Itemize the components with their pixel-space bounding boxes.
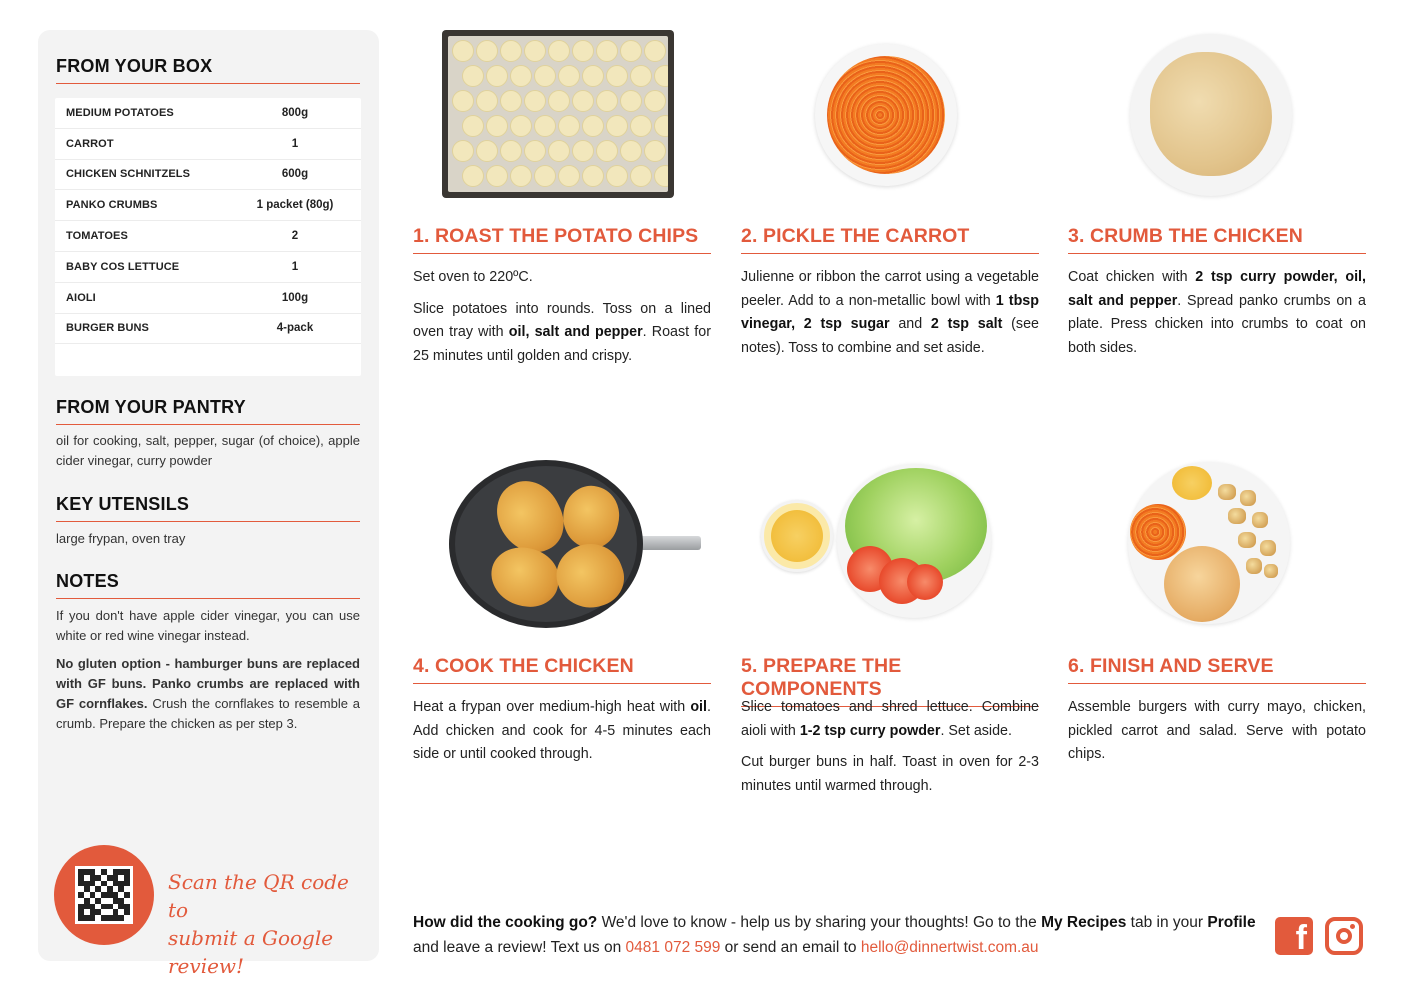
julienned-carrot — [827, 56, 945, 174]
ingredient-qty: 100g — [281, 291, 309, 304]
potato-slice — [500, 90, 522, 112]
potato-slice — [452, 90, 474, 112]
potato-slice — [486, 165, 508, 187]
potato-slice — [524, 90, 546, 112]
qr-code-badge[interactable] — [54, 845, 154, 945]
potato-slice — [510, 165, 532, 187]
step-1-title: 1. ROAST THE POTATO CHIPS — [413, 225, 711, 254]
potato-chip — [1264, 564, 1278, 578]
step-6-title: 6. FINISH AND SERVE — [1068, 655, 1366, 684]
step-5-text: Cut burger buns in half. Toast in oven for 2-3 minutes until warmed through. — [741, 754, 1039, 794]
ingredient-row — [55, 283, 361, 314]
ingredient-name: MEDIUM POTATOES — [66, 106, 174, 119]
step-4-title: 4. COOK THE CHICKEN — [413, 655, 711, 684]
key-utensils-heading: KEY UTENSILS — [56, 494, 360, 522]
potato-slice — [534, 165, 556, 187]
ingredient-qty: 1 — [291, 137, 299, 150]
potato-slice — [558, 65, 580, 87]
potato-slice — [630, 65, 652, 87]
ingredient-name: PANKO CRUMBS — [66, 199, 158, 212]
step-5-title: 5. PREPARE THE COMPONENTS — [741, 655, 1039, 707]
from-your-box-table — [55, 98, 361, 376]
carrot-bowl-image — [741, 30, 1039, 200]
step-1-body — [413, 266, 711, 376]
potato-chip — [1260, 540, 1276, 556]
oven-tray — [442, 30, 674, 198]
step-4-text: Heat a frypan over medium-high heat with oil. Add chicken and cook for 4-5 minutes each side or until cooked through. — [413, 699, 711, 762]
step-1-text: Slice potatoes into rounds. Toss on a lined oven tray with oil, salt and pepper. Roast for 25 minutes until golden and crispy. — [413, 300, 711, 364]
ingredient-name: BURGER BUNS — [66, 322, 149, 335]
utensils-text: large frypan, oven tray — [56, 531, 186, 546]
ingredient-qty: 4-pack — [276, 322, 314, 335]
ingredient-row — [55, 314, 361, 345]
potato-slice — [524, 140, 546, 162]
potato-slice — [548, 40, 570, 62]
from-your-pantry-heading: FROM YOUR PANTRY — [56, 397, 360, 425]
ingredient-qty: 1 — [291, 260, 299, 273]
potato-slice — [572, 40, 594, 62]
potato-slice — [510, 65, 532, 87]
instagram-dot — [1350, 924, 1355, 929]
potato-slice — [462, 65, 484, 87]
potato-chip — [1252, 512, 1268, 528]
potato-slice — [452, 40, 474, 62]
step-2-text: Julienne or ribbon the carrot using a vegetable peeler. Add to a non-metallic bowl with 1 tbsp vinegar, 2 tsp sugar and 2 tsp salt (see notes). Toss to combine and set aside. — [741, 269, 1039, 356]
potato-slice — [596, 140, 618, 162]
potato-slice — [534, 65, 556, 87]
potato-slice — [534, 115, 556, 137]
potato-chip — [1218, 484, 1236, 500]
phone-number-link[interactable]: 0481 072 599 — [625, 939, 721, 956]
potato-slice — [630, 115, 652, 137]
potato-slice — [654, 115, 668, 137]
components-image — [741, 460, 1039, 630]
step-4-body — [413, 696, 711, 775]
potato-slice — [572, 140, 594, 162]
step-2-body — [741, 266, 1039, 368]
potato-chip — [1228, 508, 1246, 524]
potato-chip — [1240, 490, 1256, 506]
potato-tray-image — [413, 30, 711, 200]
potato-slice — [500, 140, 522, 162]
potato-chip — [1238, 532, 1256, 548]
potato-slice — [462, 115, 484, 137]
ingredient-qty: 2 — [291, 230, 299, 243]
instagram-lens — [1336, 928, 1352, 944]
step-4 — [413, 460, 711, 762]
tomato-slice — [907, 564, 943, 600]
potato-slice — [606, 65, 628, 87]
ingredients-sidebar — [38, 30, 379, 978]
potato-slice — [548, 140, 570, 162]
potato-slice — [654, 65, 668, 87]
step-5-body — [741, 696, 1039, 806]
potato-slice — [596, 90, 618, 112]
potato-slice — [558, 165, 580, 187]
qr-code-icon[interactable] — [75, 866, 133, 924]
potato-slice — [486, 115, 508, 137]
potato-slice — [572, 90, 594, 112]
ingredient-row — [55, 129, 361, 160]
potato-slice — [476, 90, 498, 112]
ingredient-row — [55, 221, 361, 252]
potato-slice — [476, 40, 498, 62]
step-2-title: 2. PICKLE THE CARROT — [741, 225, 1039, 254]
pantry-text: oil for cooking, salt, pepper, sugar (of choice), apple cider vinegar, curry powder — [56, 433, 360, 468]
note-gluten-free-rest: Crush the cornflakes to resemble a crumb. Prepare the chicken as per step 3. — [56, 696, 360, 731]
crumbed-chicken — [1150, 52, 1272, 176]
ingredient-row — [55, 98, 361, 129]
feedback-question: How did the cooking go? — [413, 914, 598, 931]
potato-slice — [644, 140, 666, 162]
potato-slice — [620, 40, 642, 62]
potato-slice — [606, 115, 628, 137]
potato-slice — [462, 165, 484, 187]
step-6-body — [1068, 696, 1366, 775]
ingredient-name: AIOLI — [66, 291, 96, 304]
potato-slice — [630, 165, 652, 187]
potato-slice — [644, 90, 666, 112]
step-1 — [413, 30, 711, 364]
burger-bun — [1164, 546, 1240, 622]
facebook-icon[interactable]: f — [1275, 917, 1313, 955]
pan-handle — [639, 536, 701, 550]
potato-slice — [606, 165, 628, 187]
potato-slice — [596, 40, 618, 62]
ingredient-name: CHICKEN SCHNITZELS — [66, 168, 191, 181]
ingredient-row — [55, 190, 361, 221]
ingredient-qty: 800g — [281, 106, 309, 119]
step-3-body — [1068, 266, 1366, 368]
note-vinegar: If you don't have apple cider vinegar, you can use white or red wine vinegar instead. — [56, 608, 360, 643]
potato-slice — [620, 140, 642, 162]
email-link[interactable]: hello@dinnertwist.com.au — [860, 939, 1039, 956]
ingredient-name: CARROT — [66, 137, 114, 150]
potato-slice — [476, 140, 498, 162]
potato-slice — [558, 115, 580, 137]
step-2 — [741, 30, 1039, 356]
crumbed-chicken-image — [1068, 30, 1366, 200]
step-6 — [1068, 460, 1366, 762]
potato-slice — [548, 90, 570, 112]
curry-mayo — [1172, 466, 1212, 500]
notes-heading: NOTES — [56, 571, 360, 599]
qr-review-prompt — [168, 868, 368, 980]
potato-slice — [644, 40, 666, 62]
potato-slice — [500, 40, 522, 62]
step-5-text: Slice tomatoes and shred lettuce. Combine aioli with 1-2 tsp curry powder. Set aside. — [741, 699, 1039, 739]
ingredient-row — [55, 160, 361, 191]
instagram-icon[interactable] — [1325, 917, 1363, 955]
potato-slice — [452, 140, 474, 162]
from-your-box-heading: FROM YOUR BOX — [56, 56, 360, 84]
ingredient-name: BABY COS LETTUCE — [66, 260, 180, 273]
step-1-text: Set oven to 220ºC. — [413, 269, 533, 285]
ingredient-row — [55, 252, 361, 283]
my-recipes-link[interactable]: My Recipes — [1041, 914, 1127, 931]
profile-link[interactable]: Profile — [1207, 914, 1256, 931]
potato-slice — [486, 65, 508, 87]
feedback-footer: How did the cooking go? We'd love to know - help us by sharing your thoughts! Go to the My Recipes tab in your Profile and leave a review! Text us on 0481 072 599 or send an email to hello@dinnertwist.com.au — [413, 914, 1256, 956]
step-6-text: Assemble burgers with curry mayo, chicken, pickled carrot and salad. Serve with potato chips. — [1068, 699, 1366, 762]
ingredient-name: TOMATOES — [66, 230, 128, 243]
potato-slice — [582, 115, 604, 137]
potato-slice — [510, 115, 532, 137]
potato-slice — [524, 40, 546, 62]
qr-prompt-line2: submit a Google review! — [168, 926, 334, 978]
note-gluten-free — [56, 654, 360, 734]
potato-slice — [582, 65, 604, 87]
step-5 — [741, 460, 1039, 794]
potato-slice — [620, 90, 642, 112]
qr-prompt-line1: Scan the QR code to — [168, 870, 349, 922]
frypan-chicken-image — [413, 460, 711, 630]
potato-slice — [582, 165, 604, 187]
ingredient-qty: 1 packet (80g) — [256, 199, 334, 212]
note-gluten-free-bold: No gluten option - hamburger buns are replaced with GF buns. Panko crumbs are replaced with GF cornflakes. — [56, 656, 360, 711]
ingredient-qty: 600g — [281, 168, 309, 181]
potato-chip — [1246, 558, 1262, 574]
step-3-title: 3. CRUMB THE CHICKEN — [1068, 225, 1366, 254]
step-3 — [1068, 30, 1367, 356]
curry-aioli — [771, 510, 823, 562]
pickled-carrot — [1130, 504, 1186, 560]
finished-burger-image — [1068, 460, 1366, 630]
step-3-text: Coat chicken with 2 tsp curry powder, oil, salt and pepper. Spread panko crumbs on a plate. Press chicken into crumbs to coat on both sides. — [1068, 269, 1367, 356]
potato-slice — [654, 165, 668, 187]
